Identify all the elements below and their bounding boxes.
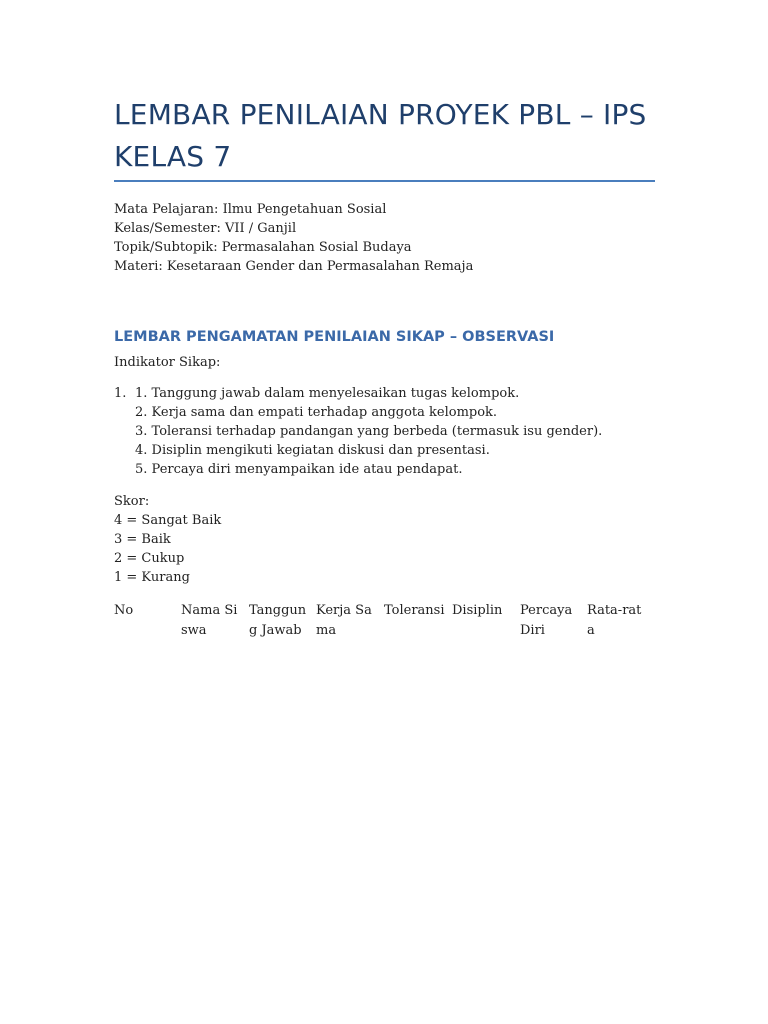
indicator-text: 1. Tanggung jawab dalam menyelesaikan tugas kelompok. [135,386,520,401]
column-header-cooperation: Kerja Sama [316,603,372,638]
indicator-text: 4. Disiplin mengikuti kegiatan diskusi dan presentasi. [135,443,490,458]
list-item [114,441,602,460]
list-item [114,422,602,441]
list-item [114,460,602,479]
list-number: 1. [114,386,127,401]
indicator-text: 3. Toleransi terhadap pandangan yang berbeda (termasuk isu gender). [135,424,603,439]
list-item [114,403,602,422]
meta-class-semester: Kelas/Semester: VII / Ganjil [114,221,297,236]
column-header-confidence: Percaya Diri [520,603,573,638]
list-item [114,384,602,403]
meta-subject: Mata Pelajaran: Ilmu Pengetahuan Sosial [114,202,387,217]
score-level: 2 = Cukup [114,551,185,566]
column-header-no: No [114,603,134,618]
column-header-student-name: Nama Siswa [181,603,238,638]
indicator-text: 2. Kerja sama dan empati terhadap anggota kelompok. [135,405,498,420]
score-level: 3 = Baik [114,532,171,547]
title-divider [114,180,655,182]
column-header-average: Rata-rata [587,603,642,638]
column-header-responsibility: Tanggung Jawab [249,603,307,638]
column-header-tolerance: Toleransi [384,603,445,618]
score-label: Skor: [114,494,150,509]
section-heading: LEMBAR PENGAMATAN PENILAIAN SIKAP – OBSERVASI [114,329,555,345]
meta-material: Materi: Kesetaraan Gender dan Permasalahan Remaja [114,259,474,274]
indicator-list [114,384,602,479]
score-legend [114,492,221,587]
score-level: 4 = Sangat Baik [114,513,222,528]
indicator-text: 5. Percaya diri menyampaikan ide atau pendapat. [135,462,463,477]
document-title: LEMBAR PENILAIAN PROYEK PBL – IPS KELAS 7 [114,98,647,173]
column-header-discipline: Disiplin [452,603,503,618]
document-metadata [114,200,473,276]
score-level: 1 = Kurang [114,570,190,585]
indicator-label: Indikator Sikap: [114,355,221,370]
meta-topic: Topik/Subtopik: Permasalahan Sosial Budaya [114,240,412,255]
